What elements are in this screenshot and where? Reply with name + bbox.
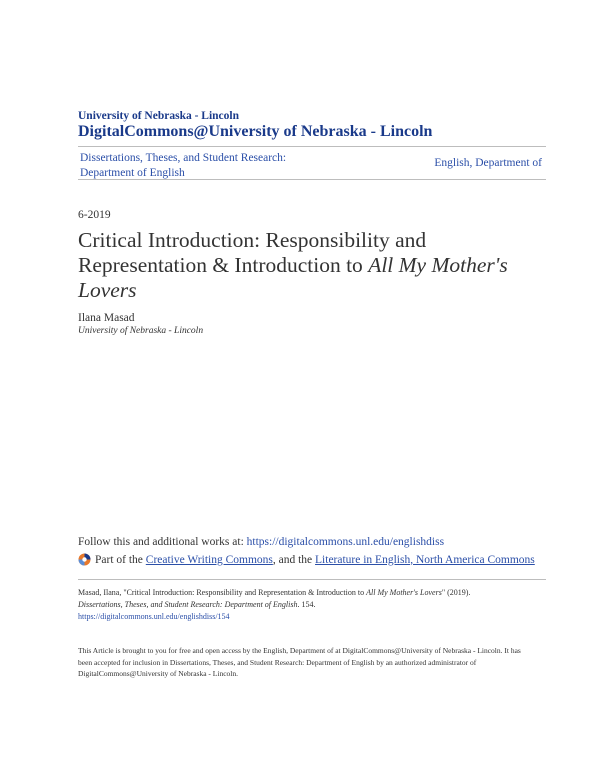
citation-url-link[interactable]: https://digitalcommons.unl.edu/englishdiss/154 — [78, 612, 230, 621]
title-italic: All My Mother's Lovers — [78, 253, 508, 302]
citation-series: Dissertations, Theses, and Student Research: Department of English — [78, 600, 298, 609]
divider-top — [78, 146, 546, 147]
collection-line-2: Department of English — [80, 167, 185, 179]
author-affiliation: University of Nebraska - Lincoln — [78, 326, 204, 336]
citation-year: " (2019). — [441, 588, 471, 597]
divider-header-bottom — [78, 179, 546, 180]
publication-date: 6-2019 — [78, 209, 111, 221]
divider-citation — [78, 579, 546, 580]
university-name[interactable]: University of Nebraska - Lincoln — [78, 110, 239, 122]
title-main: Critical Introduction: Responsibility and Representation & Introduction to — [78, 228, 427, 277]
bepress-commons-icon — [78, 553, 91, 566]
citation-text: Masad, Ilana, "Critical Introduction: Responsibility and Representation & Introduction to — [78, 588, 367, 597]
collection-line-1: Dissertations, Theses, and Student Research: — [80, 152, 287, 164]
citation-number: . 154. — [297, 600, 316, 609]
follow-line — [78, 536, 444, 548]
collection-link[interactable] — [80, 151, 320, 181]
literature-commons-link[interactable]: Literature in English, North America Commons — [315, 553, 535, 566]
part-of-line — [78, 553, 535, 566]
department-link[interactable]: English, Department of — [434, 157, 542, 169]
author-name: Ilana Masad — [78, 312, 135, 324]
part-prefix: Part of the — [95, 553, 143, 566]
creative-writing-commons-link[interactable]: Creative Writing Commons — [145, 553, 273, 566]
repository-name[interactable]: DigitalCommons@University of Nebraska - Lincoln — [78, 123, 433, 140]
access-notice: This Article is brought to you for free and open access by the English, Department of at DigitalCommons@University of Nebraska - Lincoln. It has been accepted for inclusion in Dissertations, Theses, and Student Research: Department of English by an authorized administrator of DigitalCommons@University of Nebraska - Lincoln. — [78, 646, 521, 678]
follow-url-link[interactable]: https://digitalcommons.unl.edu/englishdiss — [246, 536, 445, 548]
part-mid: , and the — [272, 553, 313, 566]
paper-title — [78, 228, 548, 303]
follow-prefix: Follow this and additional works at: — [78, 536, 247, 548]
citation-title: All My Mother's Lovers — [366, 588, 442, 597]
recommended-citation — [78, 587, 548, 623]
